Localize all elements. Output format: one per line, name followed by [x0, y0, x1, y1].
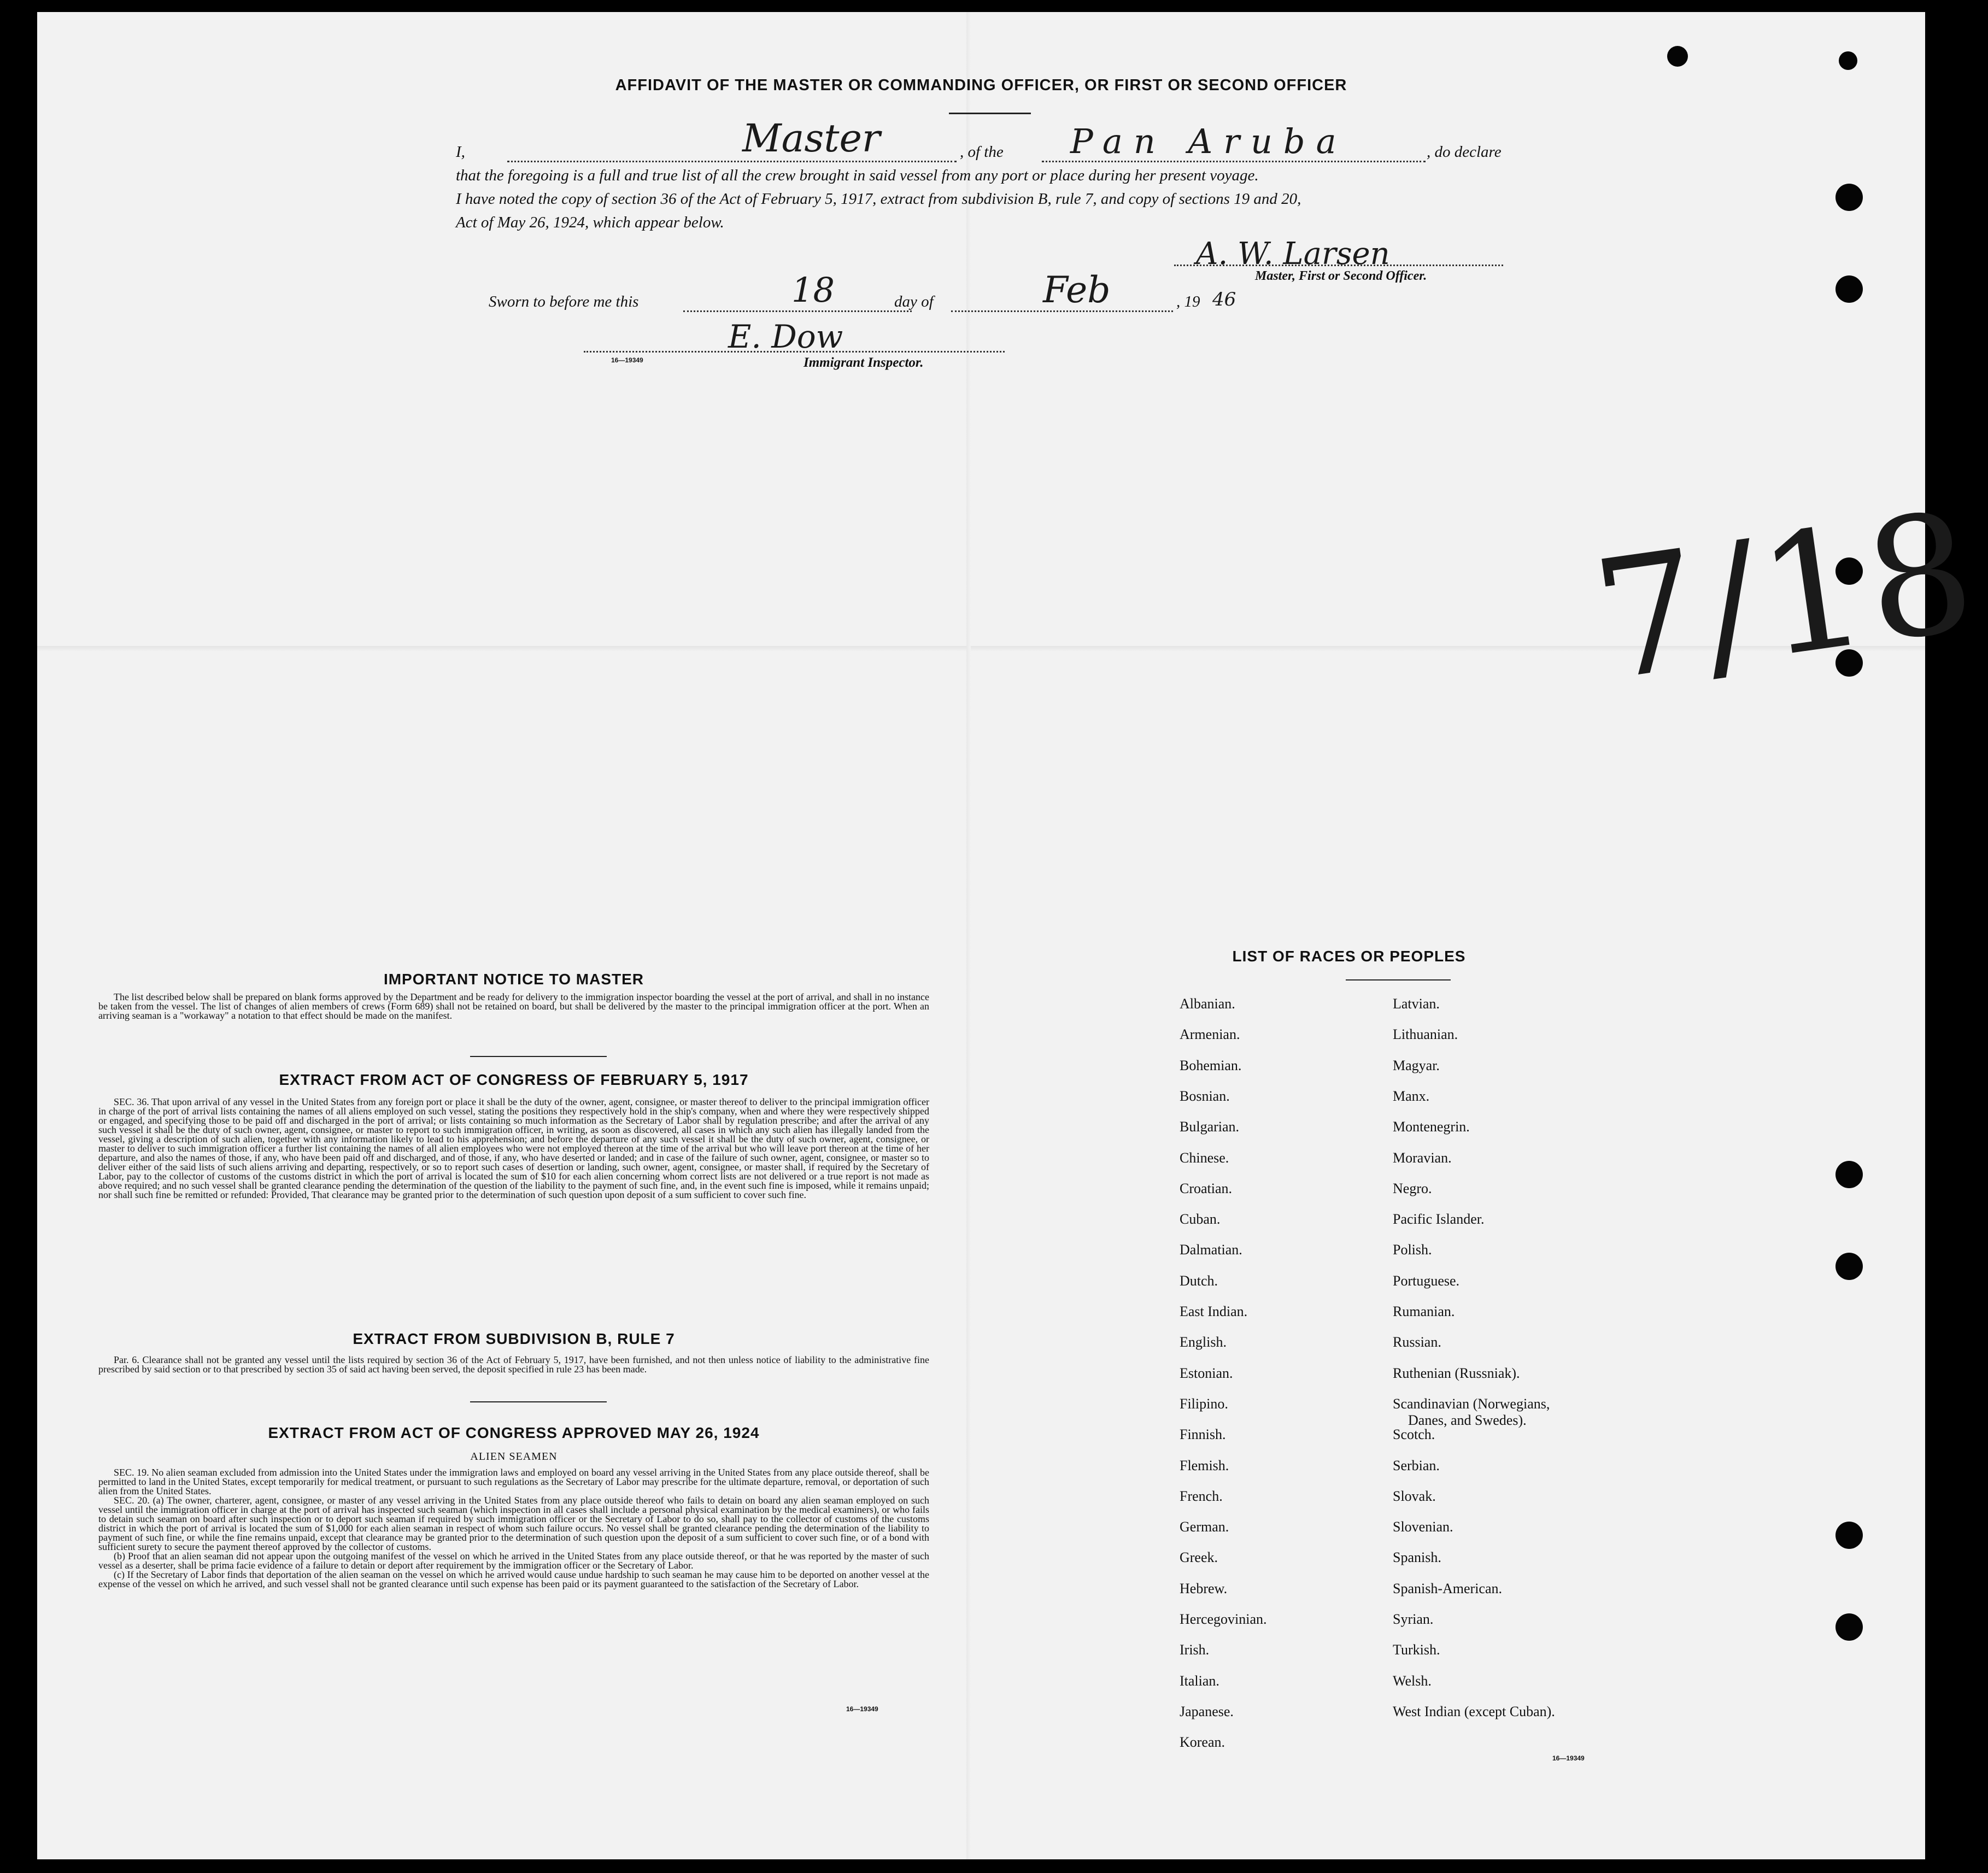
race-item: Estonian.	[1180, 1365, 1233, 1381]
race-item: Magyar.	[1393, 1058, 1440, 1073]
signature-label: Master, First or Second Officer.	[1255, 269, 1427, 283]
race-item: Serbian.	[1393, 1458, 1440, 1473]
binder-hole	[1835, 1613, 1863, 1641]
binder-hole	[1667, 46, 1688, 67]
extract1-text	[98, 1097, 929, 1200]
race-item: Polish.	[1393, 1242, 1432, 1258]
race-item: Syrian.	[1393, 1611, 1434, 1627]
race-item: Ruthenian (Russniak).	[1393, 1365, 1520, 1381]
races-form-number: 16—19349	[1552, 1754, 1585, 1762]
race-item: Russian.	[1393, 1334, 1441, 1350]
race-item: Moravian.	[1393, 1150, 1452, 1166]
race-item: French.	[1180, 1488, 1223, 1504]
section-rule	[470, 1056, 607, 1057]
fold-line	[966, 12, 971, 1859]
title-rule	[949, 113, 1031, 114]
race-item: Bosnian.	[1180, 1088, 1230, 1104]
race-item: Welsh.	[1393, 1673, 1432, 1689]
extract2-paragraph: Par. 6. Clearance shall not be granted any vessel until the lists required by section 36 of the Act of February 5, 1917, have been furnished, and not then unless notice of liability to the administrative fine prescribed by said section or to that prescribed by section 35 of said act having been served, the deposit specified in rule 23 has been made.	[98, 1354, 929, 1375]
races-title-rule	[1346, 979, 1451, 980]
race-item: Bohemian.	[1180, 1058, 1242, 1073]
race-item: Portuguese.	[1393, 1273, 1460, 1289]
master-name-line	[507, 161, 957, 162]
race-item: West Indian (except Cuban).	[1393, 1704, 1555, 1719]
race-item: Slovenian.	[1393, 1519, 1453, 1535]
binder-hole	[1835, 1253, 1863, 1280]
race-item: Armenian.	[1180, 1026, 1240, 1042]
notice-text	[98, 993, 929, 1020]
race-item: Chinese.	[1180, 1150, 1229, 1166]
race-item: Cuban.	[1180, 1211, 1221, 1227]
do-declare-label: , do declare	[1427, 143, 1502, 161]
race-item: Hebrew.	[1180, 1581, 1228, 1596]
race-item: Dalmatian.	[1180, 1242, 1242, 1258]
extract3-paragraph: SEC. 20. (a) The owner, charterer, agent, consignee, or master of any vessel arriving in the United States from any place outside thereof who fails to detain on board any alien seaman employed on such vessel until the immigration officer in charge at the port of arrival has inspected such seaman (which inspection in all cases shall include a personal physical examination by the medical examiners), or who fails to detain such seaman on board after such inspection or to deport such seaman if required by such immigration officer or the Secretary of Labor to do so, shall pay to the collector of customs of the customs district in which the port of arrival is located the sum of $1,000 for each alien seaman in respect of whom such failure occurs. No vessel shall be granted clearance pending the determination of the liability to payment of such fine, or while the fine remains unpaid, except that clearance may be granted prior to the determination of such question upon the deposit of a sum sufficient to cover such fine, or of a bond with sufficient surety to secure the payment thereof approved by the collector of customs.	[98, 1495, 929, 1552]
race-item: Filipino.	[1180, 1396, 1228, 1412]
day-of-label: day of	[894, 293, 934, 310]
affidavit-body-line: I have noted the copy of section 36 of the Act of February 5, 1917, extract from subdivision B, rule 7, and copy of sections 19 and 20,	[456, 190, 1301, 208]
binder-hole	[1839, 51, 1857, 70]
margin-note-handwritten: 7/18	[1584, 475, 1988, 718]
extract2-text	[98, 1355, 929, 1374]
race-item: Greek.	[1180, 1549, 1218, 1565]
affidavit-body-line: that the foregoing is a full and true list of all the crew brought in said vessel from any port or place during her present voyage.	[456, 167, 1259, 184]
race-item: Bulgarian.	[1180, 1119, 1240, 1135]
race-item: Negro.	[1393, 1181, 1432, 1196]
race-item: Turkish.	[1393, 1642, 1440, 1658]
race-item: Finnish.	[1180, 1426, 1226, 1442]
extract3-paragraph: (c) If the Secretary of Labor finds that deportation of the alien seaman on the vessel on which he arrived would cause undue hardship to such seaman he may cause him to be deported on another vessel at the expense of the vessel on which he arrived, and such vessel shall not be granted clearance until such expense has been paid or its payment guaranteed to the satisfaction of the Secretary of Labor.	[98, 1569, 929, 1589]
race-item: Montenegrin.	[1393, 1119, 1470, 1135]
affidavit-form-number: 16—19349	[611, 356, 643, 364]
of-the-label: , of the	[960, 143, 1004, 161]
race-item: Scandinavian (Norwegians,	[1393, 1396, 1550, 1412]
day-line	[683, 310, 912, 312]
race-item: Korean.	[1180, 1734, 1225, 1750]
extract3-text	[98, 1468, 929, 1589]
race-item: German.	[1180, 1519, 1229, 1535]
affidavit-title: AFFIDAVIT OF THE MASTER OR COMMANDING OFFICER, OR FIRST OR SECOND OFFICER	[615, 77, 1347, 94]
race-item: Scotch.	[1393, 1426, 1435, 1442]
race-item: Hercegovinian.	[1180, 1611, 1267, 1627]
race-item: Croatian.	[1180, 1181, 1233, 1196]
race-item: Manx.	[1393, 1088, 1430, 1104]
master-name-handwritten: Master	[742, 116, 881, 161]
race-item: Lithuanian.	[1393, 1026, 1458, 1042]
race-item: English.	[1180, 1334, 1227, 1350]
affidavit-body-line: Act of May 26, 1924, which appear below.	[456, 214, 724, 231]
binder-hole	[1835, 275, 1863, 303]
vessel-name-handwritten: Pan Aruba	[1070, 121, 1347, 161]
races-title: LIST OF RACES OR PEOPLES	[1232, 948, 1466, 965]
extract3-paragraph: (b) Proof that an alien seaman did not appear upon the outgoing manifest of the vessel on which he arrived in the United States from any place outside thereof, or that he was reported by the master of such vessel as a deserter, shall be prima facie evidence of a failure to detain or deport after requirement by the immigration officer or the Secretary of Labor.	[98, 1551, 929, 1571]
notice-paragraph: The list described below shall be prepared on blank forms approved by the Department and be ready for delivery to the immigration inspector boarding the vessel at the port of arrival, and shall in no instance be taken from the vessel. The list of changes of alien members of crews (Form 689) shall not be retained on board, but shall be delivered by the master to the principal immigration officer at the port. When an arriving seaman is a "workaway" a notation to that effect should be made on the manifest.	[98, 991, 929, 1021]
document-page	[37, 12, 1988, 1859]
extract1-title: EXTRACT FROM ACT OF CONGRESS OF FEBRUARY 5, 1917	[279, 1071, 749, 1088]
section-rule	[470, 1401, 607, 1402]
sworn-month-handwritten: Feb	[1043, 269, 1111, 311]
race-item: Slovak.	[1393, 1488, 1436, 1504]
year-handwritten: 46	[1212, 289, 1236, 310]
extract3-paragraph: SEC. 19. No alien seaman excluded from admission into the United States under the immigration laws and employed on board any vessel arriving in the United States from any place outside thereof, shall be permitted to land in the United States, except temporarily for medical treatment, or pursuant to such regulations as the Secretary of Labor may prescribe for the ultimate departure, removal, or deportation of such alien from the United States.	[98, 1467, 929, 1496]
extract3-title: EXTRACT FROM ACT OF CONGRESS APPROVED MAY 26, 1924	[268, 1424, 760, 1441]
race-item: Danes, and Swedes).	[1408, 1412, 1527, 1428]
race-item: Latvian.	[1393, 996, 1440, 1012]
extract2-title: EXTRACT FROM SUBDIVISION B, RULE 7	[353, 1330, 675, 1347]
extract1-paragraph: SEC. 36. That upon arrival of any vessel in the United States from any foreign port or place it shall be the duty of the owner, agent, consignee, or master thereof to deliver to the principal immigration officer in charge of the port of arrival lists containing the names of all aliens employed on such vessel, stating the positions they respectively hold in the ship's company, when and where they were respectively shipped or engaged, and specifying those to be paid off and discharged in the port of arrival; or lists containing so much information as the Secretary of Labor shall by regulation prescribe; and after the arrival of any such vessel it shall be the duty of such owner, agent, consignee, or master to report to such immigration officer, in writing, as soon as discovered, all cases in which any such alien has illegally landed from the vessel, giving a description of such alien, together with any information likely to lead to his apprehension; and before the departure of any such vessel it shall be the duty of such owner, agent, consignee, or master to deliver to such immigration officer a further list containing the names of all alien employees who were not employed thereon at the time of the arrival but who will leave port thereon at the time of her departure, and also the names of those, if any, who have been paid off and discharged, and of those, if any, who have deserted or landed; and in case of the failure of such owner, agent, consignee, or master so to deliver either of the said lists of such aliens arriving and departing, respectively, or so to report such cases of desertion or landing, such owner, agent, consignee, or master shall, if required by the Secretary of Labor, pay to the collector of customs of the customs district in which the port of arrival is located the sum of $10 for each alien concerning whom correct lists are not delivered or a true report is not made as above required; and no such vessel shall be granted clearance pending the determination of the question of the liability to the payment of such fine, and, in the event such fine is imposed, while it remains unpaid; nor shall such fine be remitted or refunded: Provided, That clearance may be granted prior to the determination of such question upon deposit of a sum sufficient to cover such fine.	[98, 1096, 929, 1200]
race-item: Spanish.	[1393, 1549, 1441, 1565]
sworn-label: Sworn to before me this	[489, 293, 639, 310]
race-item: Japanese.	[1180, 1704, 1234, 1719]
inspector-label: Immigrant Inspector.	[804, 355, 924, 370]
sworn-day-handwritten: 18	[791, 270, 835, 310]
inspector-signature: E. Dow	[728, 318, 843, 355]
notice-form-number: 16—19349	[846, 1705, 878, 1713]
master-signature: A. W. Larsen	[1196, 236, 1390, 272]
race-item: Italian.	[1180, 1673, 1219, 1689]
notice-title: IMPORTANT NOTICE TO MASTER	[383, 971, 644, 988]
binder-hole	[1835, 1161, 1863, 1188]
binder-hole	[1835, 184, 1863, 211]
year-prefix-label: , 19	[1176, 293, 1200, 310]
extract3-subtitle: ALIEN SEAMEN	[470, 1451, 558, 1463]
race-item: Dutch.	[1180, 1273, 1218, 1289]
race-item: East Indian.	[1180, 1304, 1248, 1319]
binder-hole	[1835, 1522, 1863, 1549]
race-item: Irish.	[1180, 1642, 1210, 1658]
affidavit-i-label: I,	[456, 143, 465, 161]
race-item: Rumanian.	[1393, 1304, 1455, 1319]
race-item: Spanish-American.	[1393, 1581, 1503, 1596]
race-item: Albanian.	[1180, 996, 1235, 1012]
race-item: Pacific Islander.	[1393, 1211, 1485, 1227]
race-item: Flemish.	[1180, 1458, 1229, 1473]
